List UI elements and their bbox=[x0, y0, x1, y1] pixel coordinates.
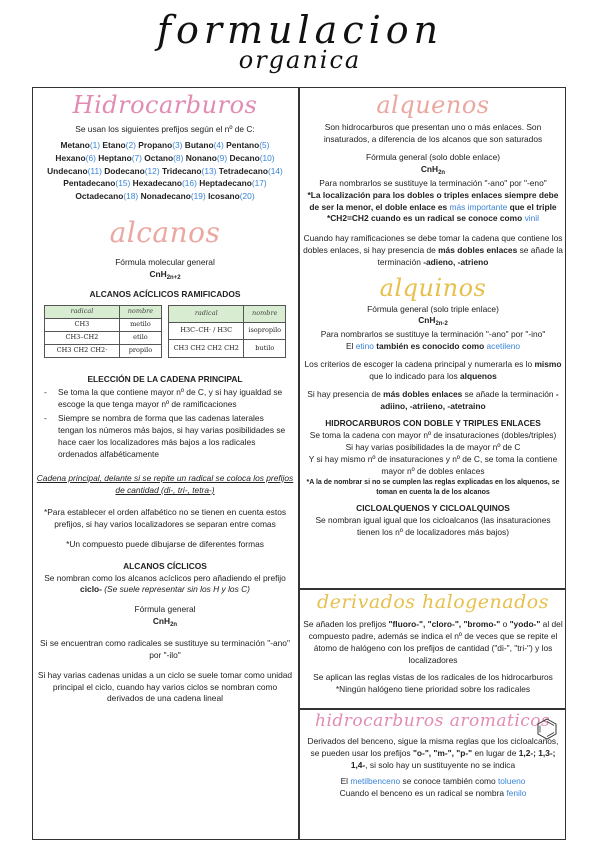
alquinos-formula-label: Fórmula general (solo triple enlace) bbox=[367, 303, 499, 314]
prefix-name: Hexadecano bbox=[132, 178, 182, 189]
prefix-list bbox=[36, 139, 294, 202]
tri-c: se añade la terminación bbox=[464, 388, 554, 399]
doble-triple-title: HIDROCARBUROS CON DOBLE Y TRIPLES ENLACES bbox=[325, 418, 541, 429]
prefix-row bbox=[36, 177, 294, 190]
tri-d: -adiino, -atriieno, -atetraino bbox=[380, 388, 559, 411]
alquinos-etino bbox=[303, 341, 563, 353]
alquenos-localizacion bbox=[303, 190, 563, 214]
note-dibujar: *Un compuesto puede dibujarse de diferentes formas bbox=[66, 538, 264, 549]
prefijos-intro: Se usan los siguientes prefijos según el nº de C: bbox=[75, 124, 255, 135]
alquenos-formula bbox=[303, 164, 563, 178]
loc-b: que el triple bbox=[509, 201, 557, 212]
prefix-name: Tetradecano bbox=[218, 165, 268, 176]
derivados-section bbox=[303, 592, 563, 695]
table-cell: propilo bbox=[119, 344, 161, 357]
vinil-highlight: vinil bbox=[524, 213, 539, 224]
prefix-count: (6) bbox=[85, 152, 99, 163]
derivados-ningun: *Ningún halógeno tiene prioridad sobre los radicales bbox=[335, 683, 531, 694]
etino-b: también es conocido como bbox=[376, 340, 485, 351]
prefix-name: Propano bbox=[138, 140, 173, 151]
alquenos-vinil bbox=[303, 213, 563, 225]
prefix-row bbox=[36, 139, 294, 152]
alquinos-formula bbox=[303, 315, 563, 329]
radical-table-1 bbox=[44, 305, 162, 358]
prefix-count: (20) bbox=[239, 190, 255, 201]
aro-c: en lugar de bbox=[474, 747, 517, 758]
underline-note: Cadena principal, delante si se repite un radical se coloca los prefijos de cantidad (di-, tri-, tetra-) bbox=[36, 472, 294, 495]
aro-prefixes: "o-", "m-", "p-" bbox=[412, 747, 473, 758]
table-header: nombre bbox=[244, 305, 286, 322]
prefix-count: (12) bbox=[144, 165, 162, 176]
der-a: Se añaden los prefijos bbox=[303, 618, 387, 629]
prefix-row bbox=[36, 165, 294, 178]
alquinos-criterios bbox=[303, 359, 563, 383]
ciclicos-bold: ciclo- bbox=[80, 584, 102, 595]
radical-tables bbox=[36, 305, 294, 358]
prefix-name: Icosano bbox=[208, 190, 240, 201]
prefix-name: Heptadecano bbox=[199, 178, 252, 189]
prefix-count: (8) bbox=[173, 152, 186, 163]
alquenos-ramificaciones bbox=[303, 233, 563, 269]
alquenos-intro: Son hidrocarburos que presentan uno o más enlaces. Son insaturados, a diferencia de los alcanos que son saturados bbox=[323, 122, 543, 145]
prefix-count: (18) bbox=[123, 190, 141, 201]
doble-triple-note: *A la de nombrar si no se cumplen las reglas explicadas en los alquenos, se toman en cuenta la de los alcanos bbox=[306, 479, 560, 497]
prefix-count: (11) bbox=[87, 165, 105, 176]
alquenos-formula-label: Fórmula general (solo doble enlace) bbox=[365, 152, 501, 163]
metilbenceno-highlight: metilbenceno bbox=[350, 776, 401, 787]
acetileno-highlight: acetileno bbox=[486, 340, 521, 351]
prefix-count: (19) bbox=[190, 190, 209, 201]
tri-a: Si hay presencia de bbox=[307, 388, 381, 399]
alcanos-formula bbox=[36, 269, 294, 283]
prefix-count: (9) bbox=[216, 152, 230, 163]
ciclicos-text-a: Se nombran como los alcanos acíclicos pero añadiendo el prefijo bbox=[44, 572, 286, 583]
prefix-name: Nonano bbox=[185, 152, 217, 163]
prefix-count: (2) bbox=[125, 140, 139, 151]
doble-triple-2: Si hay varias posibilidades la de mayor nº de C bbox=[345, 442, 521, 453]
prefix-count: (16) bbox=[181, 178, 200, 189]
der-prefixes: "fluoro-", "cloro-", "bromo-" bbox=[388, 618, 501, 629]
aromaticos-metil bbox=[303, 776, 563, 788]
ram-b: más dobles enlaces bbox=[438, 245, 518, 256]
table-cell: etilo bbox=[119, 331, 161, 344]
table-cell: CH3 CH2 CH2· bbox=[45, 344, 120, 357]
table-cell: butilo bbox=[244, 340, 286, 357]
bullet-text: Se toma la que contiene mayor nº de C, y si hay igualdad se escoge la que tenga mayor nº de ramificaciones bbox=[58, 387, 283, 410]
prefix-name: Octadecano bbox=[75, 190, 124, 201]
eleccion-bullets bbox=[44, 387, 286, 461]
prefix-name: Etano bbox=[102, 140, 126, 151]
table-header: radical bbox=[45, 305, 120, 318]
doble-triple-3: Y si hay mismo nº de insaturaciones y nº de C, se toma la contiene mayor nº de dobles enlaces bbox=[308, 454, 558, 477]
radicales-text: Si se encuentran como radicales se sustituye su terminación "-ano" por "-ilo" bbox=[40, 637, 290, 660]
prefix-row bbox=[36, 152, 294, 165]
table-row bbox=[45, 318, 162, 331]
table-row bbox=[45, 331, 162, 344]
prefix-name: Nonadecano bbox=[140, 190, 191, 201]
alquinos-nombrar: Para nombrarlos se sustituye la terminación "-ano" por "-ino" bbox=[320, 328, 546, 339]
loc-a: *La localización para los dobles o triples enlaces siempre debe de ser la menor, el doble enlace es bbox=[307, 189, 559, 212]
doble-triple-1: Se toma la cadena con mayor nº de insaturaciones (dobles/triples) bbox=[309, 430, 557, 441]
prefix-name: Butano bbox=[184, 140, 214, 151]
divider-aromaticos bbox=[298, 708, 566, 710]
fenilo-highlight: fenilo bbox=[506, 788, 527, 799]
prefix-name: Tridecano bbox=[161, 165, 202, 176]
aro-locs: 1,2-; 1,3-; 1,4- bbox=[350, 747, 556, 770]
formula2-sub: 2n bbox=[170, 622, 178, 629]
ram-a: Cuando hay ramificaciones se debe tomar la cadena que contiene los dobles enlaces, si hay presencia de bbox=[303, 233, 563, 256]
page-title: formulacion bbox=[156, 8, 444, 52]
alquinos-heading: alquinos bbox=[379, 274, 487, 303]
alquinos-triples bbox=[303, 389, 563, 413]
prefix-count: (3) bbox=[172, 140, 185, 151]
crit-b: mismo bbox=[534, 358, 562, 369]
alcanos-formula-label: Fórmula molecular general bbox=[115, 257, 215, 268]
alquenos-heading: alquenos bbox=[376, 91, 490, 119]
prefix-name: Metano bbox=[60, 140, 90, 151]
prefix-name: Dodecano bbox=[104, 165, 145, 176]
prefix-count: (7) bbox=[131, 152, 145, 163]
met-b: se conoce también como bbox=[402, 776, 496, 787]
der-b: o bbox=[502, 618, 508, 629]
ciclicos-italic: (Se suele representar sin los H y los C) bbox=[104, 584, 250, 595]
der-c: al del compuesto padre, además se indica el nº de veces que se repite el átomo de halógeno con los prefijos de cantidad ("di-", "tri-") y los localizadores bbox=[308, 618, 563, 665]
etino-a: El bbox=[345, 340, 354, 351]
prefix-count: (13) bbox=[201, 165, 219, 176]
derivados-text bbox=[303, 619, 563, 667]
ciclicos-title: ALCANOS CÍCLICOS bbox=[123, 560, 207, 571]
vinil-a: *CH2=CH2 cuando es un radical se conoce como bbox=[326, 213, 523, 224]
alquenos-nombrar: Para nombrarlos se sustituye la terminación "-ano" por "-eno" bbox=[319, 177, 547, 188]
prefix-count: (14) bbox=[267, 165, 283, 176]
table-row bbox=[169, 322, 286, 339]
prefix-name: Octano bbox=[144, 152, 174, 163]
aro-a: Derivados del benceno, sigue la misma reglas que los cicloalcanos, se pueden usar los prefijos bbox=[307, 735, 559, 758]
ciclicos-text bbox=[36, 573, 294, 597]
prefix-count: (1) bbox=[89, 140, 103, 151]
prefix-name: Heptano bbox=[98, 152, 132, 163]
left-column bbox=[36, 92, 294, 705]
table-cell: H3C–CH· / H3C bbox=[169, 322, 244, 339]
formula-text: CnH bbox=[149, 269, 167, 280]
benzene-ring-icon bbox=[535, 717, 559, 741]
aro-e: , si solo hay un sustituyente no se indica bbox=[365, 759, 516, 770]
prefix-count: (15) bbox=[115, 178, 133, 189]
list-item bbox=[44, 387, 286, 411]
formula-text: CnH bbox=[418, 315, 436, 326]
ram-c: se añade la terminación bbox=[377, 245, 563, 268]
bullet-dash: - bbox=[44, 413, 47, 424]
formula-sub: 2n bbox=[438, 170, 446, 177]
prefix-name: Undecano bbox=[47, 165, 88, 176]
eleccion-title: ELECCIÓN DE LA CADENA PRINCIPAL bbox=[87, 373, 243, 384]
radical-table-2 bbox=[168, 305, 286, 358]
aromaticos-text bbox=[303, 736, 563, 772]
crit-c: que lo indicado para los bbox=[369, 370, 458, 381]
prefix-count: (4) bbox=[213, 140, 227, 151]
aromaticos-radical bbox=[303, 788, 563, 800]
right-column bbox=[303, 92, 563, 539]
note-alfabetico: *Para establecer el orden alfabético no se tienen en cuenta estos prefijos, si hay varios localizadores se separan entre comas bbox=[43, 506, 287, 529]
ram-d: -adieno, -atrieno bbox=[423, 257, 489, 268]
crit-a: Los criterios de escoger la cadena principal y numerarla es lo bbox=[304, 358, 533, 369]
ciclicos-formula bbox=[36, 616, 294, 630]
formula2-text: CnH bbox=[152, 616, 171, 627]
prefix-name: Decano bbox=[229, 152, 260, 163]
formula-general-label: Fórmula general bbox=[134, 604, 196, 615]
page-subtitle: organica bbox=[238, 46, 362, 74]
aromaticos-section bbox=[303, 712, 563, 800]
met-a: El bbox=[340, 776, 349, 787]
prefix-count: (17) bbox=[251, 178, 267, 189]
etino-highlight: etino bbox=[355, 340, 374, 351]
tri-b: más dobles enlaces bbox=[383, 388, 463, 399]
prefix-count: (10) bbox=[259, 152, 275, 163]
table-cell: metilo bbox=[119, 318, 161, 331]
table-cell: CH3 CH2 CH2 CH2 bbox=[169, 340, 244, 357]
table-header: nombre bbox=[119, 305, 161, 318]
ciclo-text: Se nombran igual igual que los cicloalcanos (las insaturaciones tienen los nº de localizadores más bajos) bbox=[315, 514, 551, 537]
table-cell: isopropilo bbox=[244, 322, 286, 339]
prefix-name: Hexano bbox=[55, 152, 86, 163]
prefix-name: Pentadecano bbox=[63, 178, 116, 189]
column-divider bbox=[298, 88, 300, 839]
table-row bbox=[45, 344, 162, 357]
list-item bbox=[44, 413, 286, 461]
bullet-dash: - bbox=[44, 387, 47, 398]
prefix-count: (5) bbox=[259, 140, 270, 151]
der-prefix-yodo: "yodo-" bbox=[509, 618, 541, 629]
derivados-vistas: Se aplican las reglas vistas de los radicales de los hidrocarburos bbox=[313, 671, 553, 682]
aromaticos-heading: hidrocarburos aromaticos bbox=[315, 711, 551, 731]
loc-highlight: más importante bbox=[449, 201, 508, 212]
divider-derivados bbox=[298, 588, 566, 590]
formula-sub: 2n-2 bbox=[435, 321, 448, 328]
rad-a: Cuando el benceno es un radical se nombra bbox=[339, 788, 504, 799]
derivados-heading: derivados halogenados bbox=[317, 591, 549, 613]
table-row bbox=[169, 340, 286, 357]
prefix-name: Pentano bbox=[226, 140, 260, 151]
bullet-text: Siempre se nombra de forma que las cadenas laterales tengan los números más bajos, si hay varias posibilidades se hace caer los localizadores más bajos a los radicales ordenados alfabéticamente bbox=[58, 413, 286, 460]
prefix-row bbox=[36, 190, 294, 203]
formula-sub: 2n+2 bbox=[166, 275, 181, 282]
formula-text: CnH bbox=[420, 164, 439, 175]
crit-d: alquenos bbox=[460, 370, 497, 381]
varias-text: Si hay varias cadenas unidas a un ciclo se suele tomar como unidad principal el ciclo, cuando hay varios ciclos se nombran como derivados de una cadena lineal bbox=[37, 669, 293, 704]
ciclo-title: CICLOALQUENOS Y CICLOALQUINOS bbox=[356, 502, 510, 513]
table-header: radical bbox=[169, 305, 244, 322]
table-cell: CH3 bbox=[45, 318, 120, 331]
ramificados-title: ALCANOS ACÍCLICOS RAMIFICADOS bbox=[89, 288, 241, 299]
alcanos-heading: alcanos bbox=[109, 216, 221, 250]
hidrocarburos-heading: Hidrocarburos bbox=[72, 91, 258, 119]
tolueno-highlight: tolueno bbox=[497, 776, 526, 787]
table-cell: CH3–CH2 bbox=[45, 331, 120, 344]
